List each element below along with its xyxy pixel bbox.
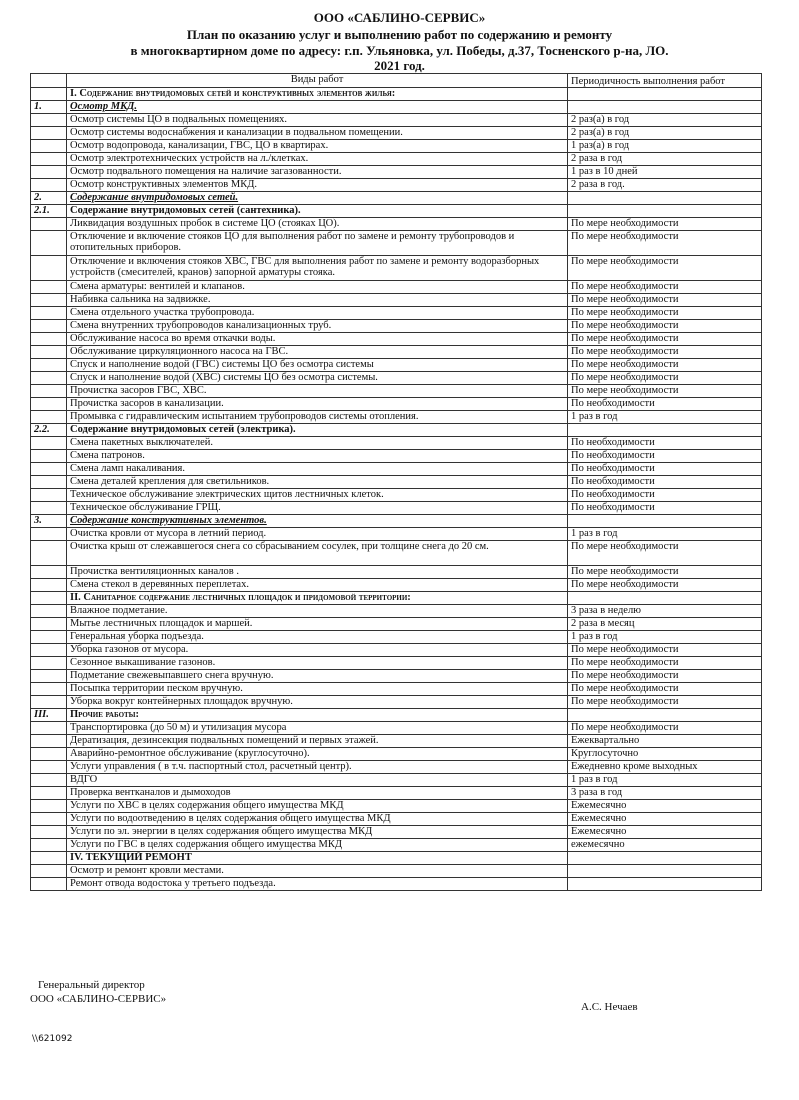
row-work: Осмотр водопровода, канализации, ГВС, ЦО в квартирах.	[67, 140, 568, 153]
table-row	[31, 218, 762, 231]
row-work: Проверка вентканалов и дымоходов	[67, 787, 568, 800]
row-period: 2 раза в год.	[568, 179, 762, 192]
table-row	[31, 657, 762, 670]
row-work: Осмотр подвального помещения на наличие загазованности.	[67, 166, 568, 179]
table-row	[31, 307, 762, 320]
row-number	[31, 761, 67, 774]
row-work: Набивка сальника на задвижке.	[67, 294, 568, 307]
row-work: Ликвидация воздушных пробок в системе ЦО (стояках ЦО).	[67, 218, 568, 231]
row-work: Обслуживание насоса во время откачки воды.	[67, 333, 568, 346]
table-row	[31, 748, 762, 761]
row-period: По мере необходимости	[568, 294, 762, 307]
table-row	[31, 528, 762, 541]
row-period: 1 раз(а) в год	[568, 140, 762, 153]
row-period: По мере необходимости	[568, 320, 762, 333]
signer-name: А.С. Нечаев	[581, 1001, 638, 1013]
table-row	[31, 463, 762, 476]
row-period: По мере необходимости	[568, 385, 762, 398]
row-period	[568, 424, 762, 437]
row-number	[31, 372, 67, 385]
table-row	[31, 140, 762, 153]
row-number: 2.1.	[31, 205, 67, 218]
row-work: Смена ламп накаливания.	[67, 463, 568, 476]
table-row	[31, 541, 762, 566]
row-work: Отключение и включение стояков ЦО для выполнения работ по замене и ремонту трубопроводов и отопительных приборов.	[67, 231, 568, 256]
table-row	[31, 88, 762, 101]
row-number	[31, 579, 67, 592]
row-work: Уборка вокруг контейнерных площадок вручную.	[67, 696, 568, 709]
table-row	[31, 592, 762, 605]
row-period: Ежеквартально	[568, 735, 762, 748]
row-period: По мере необходимости	[568, 256, 762, 281]
table-row	[31, 813, 762, 826]
row-period: 1 раз в год	[568, 774, 762, 787]
row-work: Смена деталей крепления для светильников.	[67, 476, 568, 489]
row-number	[31, 618, 67, 631]
row-period: Ежемесячно	[568, 800, 762, 813]
row-number	[31, 605, 67, 618]
table-row	[31, 761, 762, 774]
row-period: По мере необходимости	[568, 218, 762, 231]
row-work: Мытье лестничных площадок и маршей.	[67, 618, 568, 631]
row-period: Ежедневно кроме выходных	[568, 761, 762, 774]
row-period: По мере необходимости	[568, 359, 762, 372]
row-period	[568, 852, 762, 865]
row-number	[31, 256, 67, 281]
row-work: Техническое обслуживание ГРЩ.	[67, 502, 568, 515]
row-period: По мере необходимости	[568, 670, 762, 683]
table-row	[31, 294, 762, 307]
table-row	[31, 333, 762, 346]
row-period: По необходимости	[568, 489, 762, 502]
row-work: Смена патронов.	[67, 450, 568, 463]
row-period: По мере необходимости	[568, 541, 762, 566]
row-period	[568, 865, 762, 878]
row-number	[31, 231, 67, 256]
row-number	[31, 88, 67, 101]
row-period: По необходимости	[568, 398, 762, 411]
row-number	[31, 735, 67, 748]
row-number	[31, 541, 67, 566]
row-number	[31, 153, 67, 166]
table-row	[31, 114, 762, 127]
row-number	[31, 307, 67, 320]
row-period: Ежемесячно	[568, 826, 762, 839]
row-work: Осмотр системы водоснабжения и канализации в подвальном помещении.	[67, 127, 568, 140]
row-work: Осмотр системы ЦО в подвальных помещениях.	[67, 114, 568, 127]
row-work: Генеральная уборка подъезда.	[67, 631, 568, 644]
row-period: По необходимости	[568, 476, 762, 489]
row-period: По мере необходимости	[568, 307, 762, 320]
row-number	[31, 320, 67, 333]
row-work: Спуск и наполнение водой (ХВС) системы ЦО без осмотра системы.	[67, 372, 568, 385]
row-work: Очистка кровли от мусора в летний период.	[67, 528, 568, 541]
row-period	[568, 205, 762, 218]
table-row	[31, 631, 762, 644]
table-row	[31, 787, 762, 800]
row-number	[31, 748, 67, 761]
table-row	[31, 385, 762, 398]
row-work: Очистка крыш от слежавшегося снега со сбрасыванием сосулек, при толщине снега до 20 см.	[67, 541, 568, 566]
row-number	[31, 800, 67, 813]
row-work: Содержание внутридомовых сетей (электрика).	[67, 424, 568, 437]
row-number: 2.2.	[31, 424, 67, 437]
row-number	[31, 592, 67, 605]
row-period: По мере необходимости	[568, 579, 762, 592]
row-work: Дератизация, дезинсекция подвальных помещений и первых этажей.	[67, 735, 568, 748]
table-row	[31, 800, 762, 813]
row-number: 1.	[31, 101, 67, 114]
row-period: 1 раз в год	[568, 411, 762, 424]
table-row	[31, 566, 762, 579]
row-number	[31, 359, 67, 372]
row-period: По мере необходимости	[568, 683, 762, 696]
row-work: II. Санитарное содержание лестничных площадок и придомовой территории:	[67, 592, 568, 605]
row-number	[31, 644, 67, 657]
table-row	[31, 735, 762, 748]
row-number	[31, 179, 67, 192]
row-period: 2 раза в месяц	[568, 618, 762, 631]
row-period	[568, 592, 762, 605]
row-work: Отключение и включения стояков ХВС, ГВС для выполнения работ по замене и ремонту водоразборных устройств (смесителей, кранов) запорной арматуры стояка.	[67, 256, 568, 281]
row-number	[31, 166, 67, 179]
row-number	[31, 114, 67, 127]
row-number: 2.	[31, 192, 67, 205]
row-number	[31, 333, 67, 346]
row-number	[31, 722, 67, 735]
row-work: Спуск и наполнение водой (ГВС) системы ЦО без осмотра системы	[67, 359, 568, 372]
row-number	[31, 657, 67, 670]
table-row	[31, 346, 762, 359]
row-number	[31, 218, 67, 231]
row-period: 3 раза в неделю	[568, 605, 762, 618]
table-header-row	[31, 74, 762, 88]
table-row	[31, 320, 762, 333]
row-period: По мере необходимости	[568, 231, 762, 256]
row-period: По мере необходимости	[568, 333, 762, 346]
table-row	[31, 101, 762, 114]
row-period: Круглосуточно	[568, 748, 762, 761]
table-row	[31, 878, 762, 891]
row-number	[31, 463, 67, 476]
row-number	[31, 489, 67, 502]
works-table	[30, 73, 762, 891]
signer-org: ООО «САБЛИНО-СЕРВИС»	[30, 993, 167, 1005]
row-period: По необходимости	[568, 437, 762, 450]
plan-title: План по оказанию услуг и выполнению работ по содержанию и ремонту	[186, 27, 613, 42]
row-period	[568, 515, 762, 528]
row-work: Промывка с гидравлическим испытанием трубопроводов системы отопления.	[67, 411, 568, 424]
row-work: Смена стекол в деревянных переплетах.	[67, 579, 568, 592]
row-work: Техническое обслуживание электрических щитов лестничных клеток.	[67, 489, 568, 502]
table-row	[31, 231, 762, 256]
row-work: Смена внутренних трубопроводов канализационных труб.	[67, 320, 568, 333]
row-period	[568, 709, 762, 722]
table-row	[31, 670, 762, 683]
row-number	[31, 696, 67, 709]
row-work: IV. ТЕКУЩИЙ РЕМОНТ	[67, 852, 568, 865]
header-period-cell: Периодичность выполнения работ	[568, 74, 762, 88]
row-number	[31, 411, 67, 424]
table-row	[31, 153, 762, 166]
row-period: 1 раз в год	[568, 631, 762, 644]
row-number	[31, 631, 67, 644]
row-period	[568, 192, 762, 205]
row-number	[31, 813, 67, 826]
table-row	[31, 179, 762, 192]
row-number	[31, 865, 67, 878]
row-number	[31, 127, 67, 140]
row-period: 1 раз в год	[568, 528, 762, 541]
row-number	[31, 878, 67, 891]
row-work: Осмотр электротехнических устройств на л./клетках.	[67, 153, 568, 166]
signer-position: Генеральный директор	[38, 979, 145, 991]
row-work: Прочистка засоров ГВС, ХВС.	[67, 385, 568, 398]
row-period: По мере необходимости	[568, 566, 762, 579]
table-row	[31, 515, 762, 528]
row-period	[568, 878, 762, 891]
row-work: Осмотр МКД.	[67, 101, 568, 114]
table-row	[31, 372, 762, 385]
row-number: 3.	[31, 515, 67, 528]
row-period: По мере необходимости	[568, 722, 762, 735]
table-row	[31, 852, 762, 865]
company-name: ООО «САБЛИНО-СЕРВИС»	[313, 10, 486, 25]
row-work: Прочистка вентиляционных каналов .	[67, 566, 568, 579]
row-period: По мере необходимости	[568, 281, 762, 294]
table-row	[31, 826, 762, 839]
document-number: \\621092	[32, 1034, 73, 1044]
row-work: Аварийно-ремонтное обслуживание (круглосуточно).	[67, 748, 568, 761]
row-work: Смена арматуры: вентилей и клапанов.	[67, 281, 568, 294]
row-number	[31, 385, 67, 398]
row-number	[31, 502, 67, 515]
row-work: Прочистка засоров в канализации.	[67, 398, 568, 411]
table-row	[31, 127, 762, 140]
address-line: в многоквартирном доме по адресу: г.п. Ульяновка, ул. Победы, д.37, Тосненского р-на, ЛО.	[130, 43, 669, 58]
row-number	[31, 566, 67, 579]
row-number	[31, 450, 67, 463]
row-work: Осмотр и ремонт кровли местами.	[67, 865, 568, 878]
table-row	[31, 450, 762, 463]
row-work: Подметание свежевыпавшего снега вручную.	[67, 670, 568, 683]
row-number	[31, 294, 67, 307]
table-row	[31, 476, 762, 489]
row-work: Содержание внутридомовых сетей.	[67, 192, 568, 205]
row-period: Ежемесячно	[568, 813, 762, 826]
row-work: Содержание внутридомовых сетей (сантехника).	[67, 205, 568, 218]
table-row	[31, 696, 762, 709]
table-row	[31, 502, 762, 515]
row-period: 3 раза в год	[568, 787, 762, 800]
table-row	[31, 644, 762, 657]
row-period: 2 раз(а) в год	[568, 127, 762, 140]
row-work: Услуги управления ( в т.ч. паспортный стол, расчетный центр).	[67, 761, 568, 774]
row-number	[31, 852, 67, 865]
table-row	[31, 359, 762, 372]
row-work: Услуги по ГВС в целях содержания общего имущества МКД	[67, 839, 568, 852]
row-work: Услуги по эл. энергии в целях содержания общего имущества МКД	[67, 826, 568, 839]
row-number	[31, 683, 67, 696]
row-period: По мере необходимости	[568, 644, 762, 657]
table-row	[31, 424, 762, 437]
row-work: Прочие работы:	[67, 709, 568, 722]
row-work: Смена пакетных выключателей.	[67, 437, 568, 450]
row-number	[31, 398, 67, 411]
row-number	[31, 281, 67, 294]
table-row	[31, 489, 762, 502]
table-row	[31, 774, 762, 787]
row-number: III.	[31, 709, 67, 722]
row-number	[31, 839, 67, 852]
table-row	[31, 618, 762, 631]
row-work: I. Содержание внутридомовых сетей и конструктивных элементов жилья:	[67, 88, 568, 101]
row-period: По мере необходимости	[568, 657, 762, 670]
row-number	[31, 528, 67, 541]
row-period	[568, 101, 762, 114]
row-period: По мере необходимости	[568, 346, 762, 359]
table-row	[31, 839, 762, 852]
row-work: Обслуживание циркуляционного насоса на ГВС.	[67, 346, 568, 359]
row-work: Смена отдельного участка трубопровода.	[67, 307, 568, 320]
row-work: Влажное подметание.	[67, 605, 568, 618]
year-line: 2021 год.	[374, 58, 425, 73]
row-work: Посыпка территории песком вручную.	[67, 683, 568, 696]
row-number	[31, 774, 67, 787]
row-period: 1 раз в 10 дней	[568, 166, 762, 179]
row-number	[31, 140, 67, 153]
row-number	[31, 826, 67, 839]
row-number	[31, 346, 67, 359]
row-number	[31, 476, 67, 489]
table-row	[31, 166, 762, 179]
table-row	[31, 256, 762, 281]
table-row	[31, 281, 762, 294]
table-row	[31, 398, 762, 411]
row-number	[31, 437, 67, 450]
row-period: По мере необходимости	[568, 696, 762, 709]
table-row	[31, 865, 762, 878]
header-work-cell: Виды работ	[67, 74, 568, 88]
row-period: По необходимости	[568, 463, 762, 476]
header-num-cell	[31, 74, 67, 88]
row-work: Услуги по водоотведению в целях содержания общего имущества МКД	[67, 813, 568, 826]
table-row	[31, 605, 762, 618]
row-period: 2 раз(а) в год	[568, 114, 762, 127]
table-row	[31, 683, 762, 696]
row-period: По необходимости	[568, 450, 762, 463]
row-period: По необходимости	[568, 502, 762, 515]
row-number	[31, 670, 67, 683]
table-row	[31, 192, 762, 205]
row-work: ВДГО	[67, 774, 568, 787]
table-row	[31, 411, 762, 424]
row-period: ежемесячно	[568, 839, 762, 852]
table-row	[31, 437, 762, 450]
table-row	[31, 709, 762, 722]
row-work: Ремонт отвода водостока у третьего подъезда.	[67, 878, 568, 891]
row-work: Осмотр конструктивных элементов МКД.	[67, 179, 568, 192]
row-period: 2 раза в год	[568, 153, 762, 166]
table-row	[31, 579, 762, 592]
row-work: Содержание конструктивных элементов.	[67, 515, 568, 528]
row-work: Услуги по ХВС в целях содержания общего имущества МКД	[67, 800, 568, 813]
row-work: Уборка газонов от мусора.	[67, 644, 568, 657]
row-work: Транспортировка (до 50 м) и утилизация мусора	[67, 722, 568, 735]
row-number	[31, 787, 67, 800]
row-work: Сезонное выкашивание газонов.	[67, 657, 568, 670]
row-period	[568, 88, 762, 101]
table-row	[31, 205, 762, 218]
row-period: По мере необходимости	[568, 372, 762, 385]
table-row	[31, 722, 762, 735]
